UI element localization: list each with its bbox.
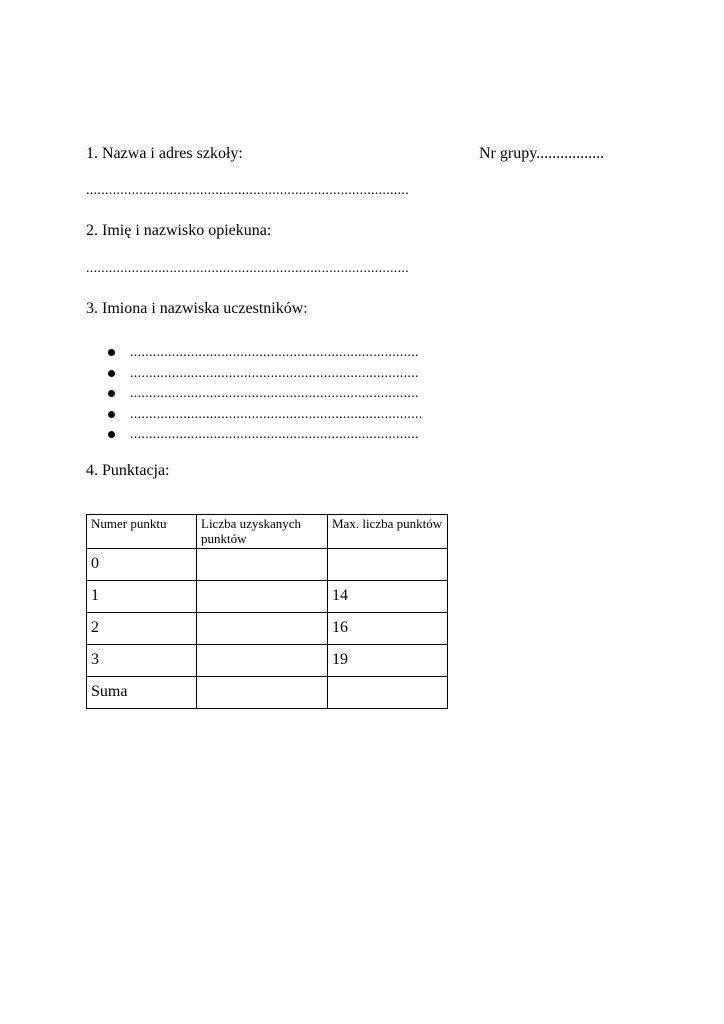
bullet-icon xyxy=(108,349,115,356)
table-row xyxy=(87,677,448,709)
participant-entry[interactable] xyxy=(108,384,423,405)
max-points-cell xyxy=(328,677,448,709)
max-points-cell: 14 xyxy=(328,581,448,613)
max-points-cell: 19 xyxy=(328,645,448,677)
scoring-label: 4. Punktacja: xyxy=(86,462,170,479)
table-row xyxy=(87,645,448,677)
max-points-cell: 16 xyxy=(328,613,448,645)
bullet-icon xyxy=(108,431,115,438)
participant-entry[interactable] xyxy=(108,343,423,364)
participant-fill-line[interactable]: ............................................................................ xyxy=(130,365,419,381)
point-number-cell: 3 xyxy=(87,645,197,677)
participants-label: 3. Imiona i nazwiska uczestników: xyxy=(86,300,308,317)
table-row xyxy=(87,581,448,613)
bullet-icon xyxy=(108,390,115,397)
participant-entry[interactable] xyxy=(108,405,423,426)
points-obtained-cell[interactable] xyxy=(197,613,328,645)
scoring-table xyxy=(86,514,448,709)
bullet-icon xyxy=(108,370,115,377)
header-point-number: Numer punktu xyxy=(87,515,197,549)
bullet-icon xyxy=(108,411,115,418)
point-number-cell: 2 xyxy=(87,613,197,645)
participant-fill-line[interactable]: ............................................................................ xyxy=(130,345,419,360)
participant-entry[interactable] xyxy=(108,425,423,446)
header-points-obtained: Liczba uzyskanych punktów xyxy=(197,515,328,549)
school-name-fill-line[interactable]: ..................................................................................... xyxy=(86,183,409,198)
participant-fill-line[interactable]: ............................................................................ xyxy=(130,427,419,442)
header-max-points: Max. liczba punktów xyxy=(328,515,448,549)
participants-list xyxy=(108,343,423,446)
points-obtained-cell[interactable] xyxy=(197,645,328,677)
points-obtained-cell[interactable] xyxy=(197,549,328,581)
table-row xyxy=(87,549,448,581)
points-obtained-cell[interactable] xyxy=(197,581,328,613)
participant-fill-line[interactable]: ............................................................................ xyxy=(130,386,419,401)
participant-entry[interactable] xyxy=(108,364,423,385)
guardian-name-fill-line[interactable]: ..................................................................................... xyxy=(86,261,409,276)
school-name-label: 1. Nazwa i adres szkoły: xyxy=(86,145,243,162)
max-points-cell xyxy=(328,549,448,581)
point-number-cell: Suma xyxy=(87,677,197,709)
guardian-name-label: 2. Imię i nazwisko opiekuna: xyxy=(86,222,272,239)
points-obtained-cell[interactable] xyxy=(197,677,328,709)
group-number-field[interactable]: Nr grupy................. xyxy=(479,145,605,162)
point-number-cell: 1 xyxy=(87,581,197,613)
participant-fill-line[interactable]: ............................................................................. xyxy=(130,406,423,422)
table-header-row xyxy=(87,515,448,549)
point-number-cell: 0 xyxy=(87,549,197,581)
table-row xyxy=(87,613,448,645)
